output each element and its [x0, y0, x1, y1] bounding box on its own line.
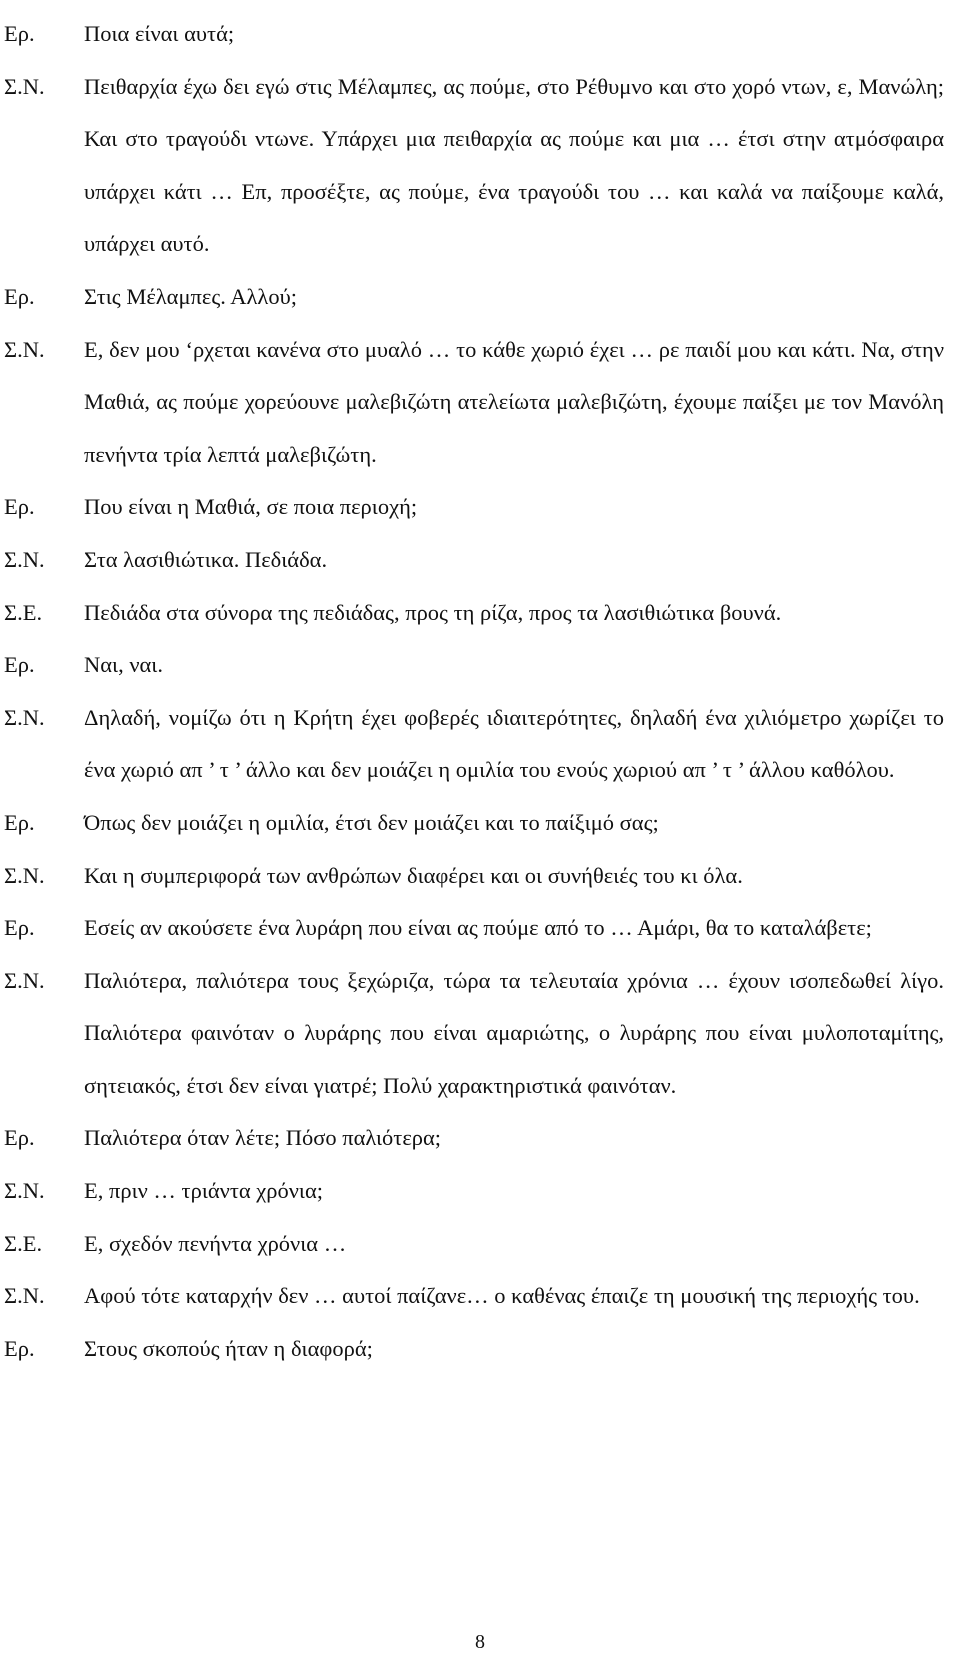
utterance-text: Ποια είναι αυτά; — [84, 21, 235, 46]
utterance-text: Αφού τότε καταρχήν δεν … αυτοί παίζανε… ο καθένας έπαιζε τη μουσική της περιοχής του. — [84, 1283, 920, 1309]
dialogue-turn — [4, 8, 944, 61]
utterance-text: Ε, σχεδόν πενήντα χρόνια … — [84, 1230, 347, 1256]
speaker-label: Ερ. — [4, 809, 35, 835]
utterance-text: Ναι, ναι. — [84, 652, 163, 678]
speaker-label: Σ.Ν. — [4, 1178, 45, 1204]
dialogue-turn — [4, 692, 944, 797]
utterance-text: Στις Μέλαμπες. Αλλού; — [84, 283, 297, 309]
utterance-text: Και η συμπεριφορά των ανθρώπων διαφέρει και οι συνήθειές του κι όλα. — [84, 862, 743, 888]
dialogue-turn — [4, 850, 944, 903]
utterance-text: Ε, πριν … τριάντα χρόνια; — [84, 1178, 324, 1204]
utterance-text: Στους σκοπούς ήταν η διαφορά; — [84, 1335, 373, 1361]
utterance-text: Εσείς αν ακούσετε ένα λυράρη που είναι ας πούμε από το … Αμάρι, θα το καταλάβετε; — [84, 915, 872, 941]
dialogue-turn — [4, 534, 944, 587]
dialogue-turn — [4, 324, 944, 482]
dialogue-turn — [4, 639, 944, 692]
dialogue-turn — [4, 797, 944, 850]
page-number: 8 — [475, 1631, 485, 1653]
dialogue-turn — [4, 1270, 944, 1323]
speaker-label: Σ.Ν. — [4, 73, 45, 99]
speaker-label: Σ.Ε. — [4, 1230, 43, 1256]
utterance-text: Ε, δεν μου ‘ρχεται κανένα στο μυαλό … το κάθε χωριό έχει … ρε παιδί μου και κάτι. Να, στην Μαθιά, ας πούμε χορεύουνε μαλεβιζώτη ατελείωτα μαλεβιζώτη, έχουμε παίξει με τον Μανόλη πενήντα τρία λεπτά μαλεβιζώτη. — [84, 336, 944, 467]
dialogue-turn — [4, 61, 944, 271]
dialogue-turn — [4, 1112, 944, 1165]
dialogue-turn — [4, 271, 944, 324]
speaker-label: Ερ. — [4, 652, 35, 678]
speaker-label: Σ.Ν. — [4, 1283, 45, 1309]
utterance-text: Που είναι η Μαθιά, σε ποια περιοχή; — [84, 494, 418, 520]
utterance-text: Δηλαδή, νομίζω ότι η Κρήτη έχει φοβερές ιδιαιτερότητες, δηλαδή ένα χιλιόμετρο χωρίζει το ένα χωριό απ ’ τ ’ άλλο και δεν μοιάζει η ομιλία του ενούς χωριού απ ’ τ ’ άλλου καθόλου. — [84, 704, 944, 783]
speaker-label: Σ.Ν. — [4, 967, 45, 993]
utterance-text: Στα λασιθιώτικα. Πεδιάδα. — [84, 546, 328, 572]
dialogue-turn — [4, 1165, 944, 1218]
utterance-text: Παλιότερα, παλιότερα τους ξεχώριζα, τώρα τα τελευταία χρόνια … έχουν ισοπεδωθεί λίγο. Παλιότερα φαινόταν ο λυράρης που είναι αμαριώτης, ο λυράρης που είναι μυλοποταμίτης, σητειακός, έτσι δεν είναι γιατρέ; Πολύ χαρακτηριστικά φαινόταν. — [84, 967, 944, 1098]
dialogue-turn — [4, 587, 944, 640]
speaker-label: Σ.Ν. — [4, 704, 45, 730]
speaker-label: Ερ. — [4, 915, 35, 941]
dialogue-turn — [4, 1323, 944, 1376]
dialogue-turn — [4, 955, 944, 1113]
dialogue-turn — [4, 1218, 944, 1271]
utterance-text: Παλιότερα όταν λέτε; Πόσο παλιότερα; — [84, 1125, 442, 1151]
speaker-label: Ερ. — [4, 283, 35, 309]
speaker-label: Σ.Ν. — [4, 336, 45, 362]
utterance-text: Όπως δεν μοιάζει η ομιλία, έτσι δεν μοιάζει και το παίξιμό σας; — [84, 809, 659, 835]
dialogue-turn — [4, 481, 944, 534]
utterance-text: Πειθαρχία έχω δει εγώ στις Μέλαμπες, ας πούμε, στο Ρέθυμνο και στο χορό ντων, ε, Μανώλη; Και στο τραγούδι ντωνε. Υπάρχει μια πειθαρχία ας πούμε και μια … έτσι στην ατμόσφαιρα υπάρχει κάτι … Επ, προσέξτε, ας πούμε, ένα τραγούδι του … και καλά να παίξουμε καλά, υπάρχει αυτό. — [84, 73, 944, 257]
speaker-label: Σ.Ν. — [4, 862, 45, 888]
speaker-label: Ερ. — [4, 1125, 35, 1151]
utterance-text: Πεδιάδα στα σύνορα της πεδιάδας, προς τη ρίζα, προς τα λασιθιώτικα βουνά. — [84, 599, 782, 625]
dialogue-turn — [4, 902, 944, 955]
speaker-label: Ερ. — [4, 21, 35, 46]
speaker-label: Σ.Ν. — [4, 546, 45, 572]
speaker-label: Ερ. — [4, 1335, 35, 1361]
transcript-page — [4, 8, 944, 1375]
speaker-label: Σ.Ε. — [4, 599, 43, 625]
speaker-label: Ερ. — [4, 494, 35, 520]
